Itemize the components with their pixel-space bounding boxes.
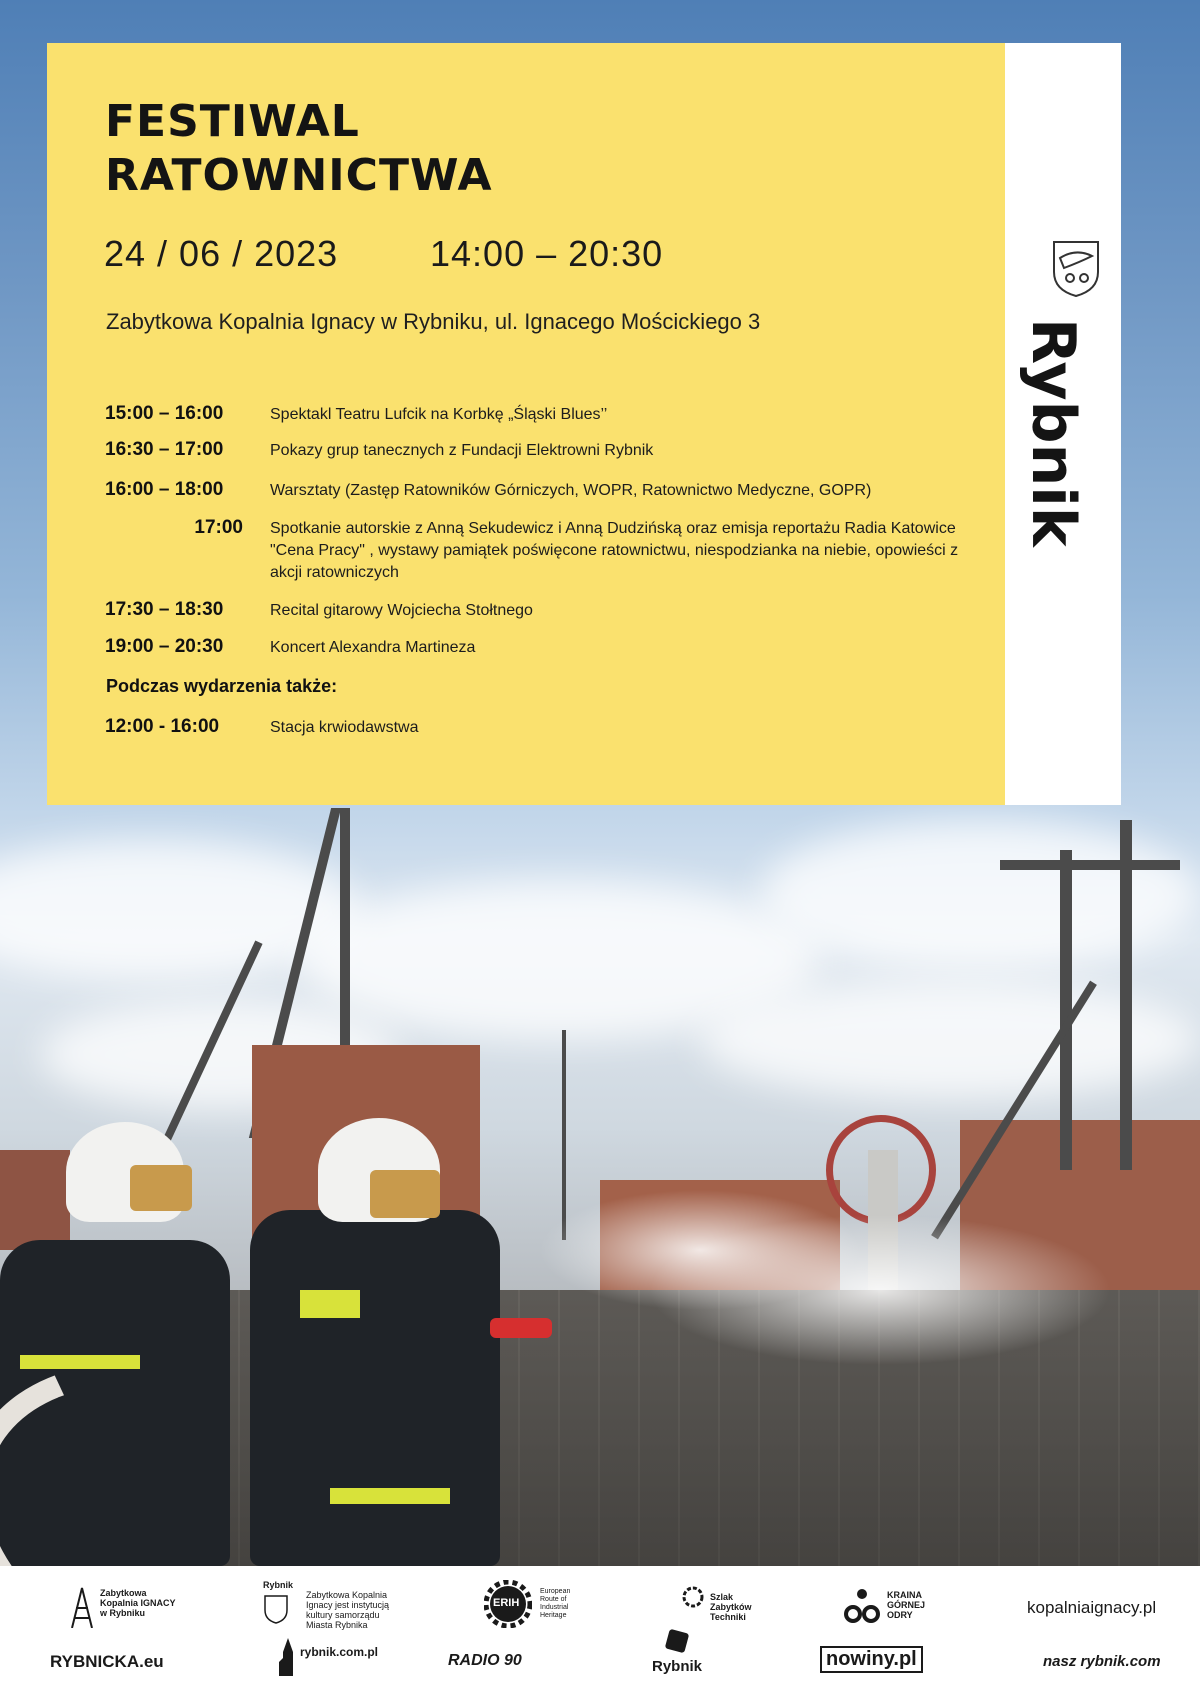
schedule-time: 16:30 – 17:00	[105, 439, 224, 460]
website-link[interactable]: kopalniaignacy.pl	[1027, 1598, 1157, 1617]
institution-note: Zabytkowa Kopalnia Ignacy jest instytucją kultury samorządu Miasta Rybnika	[306, 1590, 390, 1630]
kraina-icon	[843, 1586, 881, 1624]
event-info-panel	[47, 43, 1005, 805]
title-line-2: RATOWNICTWA	[105, 150, 493, 201]
mine-headframe-icon	[68, 1584, 96, 1628]
event-date: 24 / 06 / 2023	[104, 233, 339, 274]
schedule-text: Stacja krwiodawstwa	[270, 719, 419, 736]
rybnik-crest-icon	[1050, 238, 1102, 298]
erih-text: European Route of Industrial Heritage	[540, 1588, 571, 1619]
szlak-gear-icon	[680, 1584, 706, 1610]
schedule-time: 19:00 – 20:30	[105, 636, 224, 657]
schedule-time: 12:00 - 16:00	[105, 716, 220, 737]
title-line-1: FESTIWAL	[105, 96, 360, 147]
schedule-text: Spotkanie autorskie z Anną Sekudewicz i Anną Dudzińską oraz emisja reportażu Radia Katowice "Cena Pracy" , wystawy pamiątek poświęcone ratownictwu, niespodzianka na niebie, opowieści z akcji ratowniczych	[270, 520, 959, 581]
schedule-time: 17:30 – 18:30	[105, 599, 224, 620]
radio90-logo: RADIO 90	[448, 1652, 522, 1669]
schedule-text: Recital gitarowy Wojciecha Stołtnego	[270, 602, 533, 619]
also-heading: Podczas wydarzenia także:	[106, 676, 338, 696]
hose-nozzle	[490, 1318, 552, 1338]
erih-logo: ERIH	[493, 1597, 520, 1609]
nasz-rybnik-logo: nasz rybnik.com	[1043, 1653, 1161, 1670]
partners-footer	[0, 1566, 1200, 1697]
rybnik-dice-icon	[664, 1628, 690, 1654]
schedule-time: 17:00	[194, 517, 243, 538]
ignacy-logo: Zabytkowa Kopalnia IGNACY w Rybniku	[100, 1588, 176, 1618]
nowiny-logo: nowiny.pl	[820, 1646, 923, 1673]
rybnikcompl-logo: rybnik.com.pl	[300, 1645, 379, 1659]
schedule-text: Pokazy grup tanecznych z Fundacji Elektrowni Rybnik	[270, 442, 654, 459]
city-name-vertical: Rybnik	[1018, 318, 1088, 547]
rybnik-small-label: Rybnik	[263, 1580, 294, 1590]
schedule-time: 16:00 – 18:00	[105, 479, 224, 500]
rybnik-crest-small-icon	[263, 1594, 289, 1624]
event-venue: Zabytkowa Kopalnia Ignacy w Rybniku, ul. Ignacego Mościckiego 3	[106, 309, 761, 334]
schedule-text: Koncert Alexandra Martineza	[270, 639, 476, 656]
rybnicka-logo: RYBNICKA.eu	[50, 1652, 164, 1671]
schedule-text: Spektakl Teatru Lufcik na Korbkę „Śląski Blues’’	[270, 406, 608, 423]
church-icon	[277, 1638, 299, 1676]
rybnik-city-logo: Rybnik	[652, 1658, 703, 1675]
event-time: 14:00 – 20:30	[430, 233, 664, 274]
schedule-time: 15:00 – 16:00	[105, 403, 224, 424]
event-title	[105, 95, 493, 203]
kraina-logo: KRAINA GÓRNEJ ODRY	[887, 1590, 926, 1620]
schedule-text: Warsztaty (Zastęp Ratowników Górniczych, WOPR, Ratownictwo Medyczne, GOPR)	[270, 482, 872, 499]
szlak-logo: Szlak Zabytków Techniki	[710, 1592, 752, 1622]
